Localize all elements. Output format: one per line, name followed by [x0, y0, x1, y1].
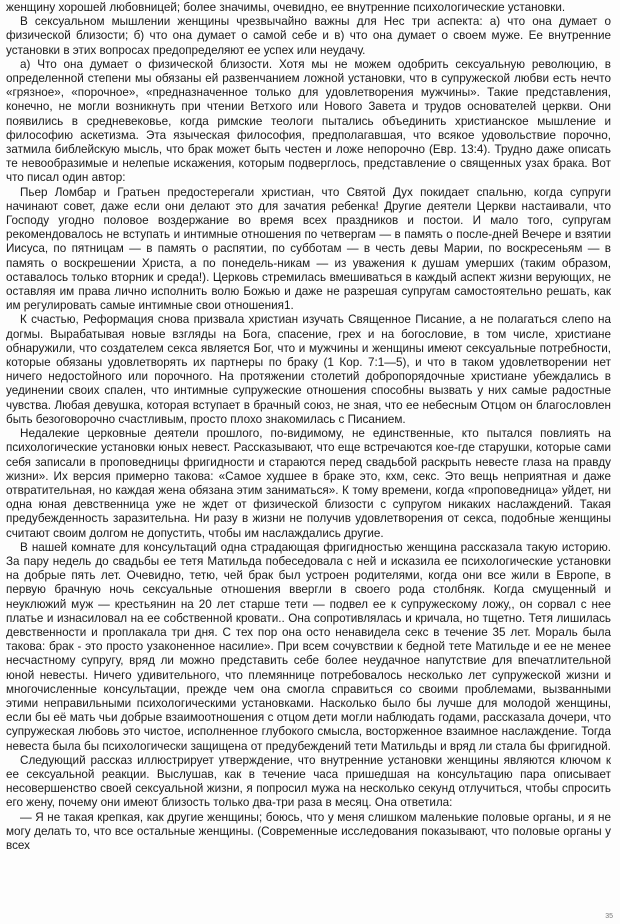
paragraph: К счастью, Реформация снова призвала христиан изучать Священное Писание, а не полагаться слепо на догмы. Вырабатывая новые взгляды на Бога, спасение, грех и на богословие, в том числе, христиане обнаружили, что создателем секса является Бог, что и мужчины и женщины имеют сексуальные потребности, которые обязаны удовлетворять их партнеры по браку (1 Кор. 7:1—5), и что в таком удовлетворении нет ничего недостойного или порочного. На протяжении столетий добропорядочные христиане убеждались в уединении своих спален, что интимные супружеские отношения способны вызвать у них самые радостные чувства. Любая девушка, которая вступает в брачный союз, не зная, что ее небесным Отцом он благословлен быть безоговорочно счастливым, просто плохо знакомилась с Писанием.	[6, 313, 611, 426]
paragraph: — Я не такая крепкая, как другие женщины; боюсь, что у меня слишком маленькие половые органы, и я не могу делать то, что все остальные женщины. (Современные исследования показывают, что половые органы у всех	[6, 810, 611, 852]
paragraph: В нашей комнате для консультаций одна страдающая фригидностью женщина рассказала такую историю. За пару недель до свадьбы ее тетя Матильда побеседовала с ней и исказила ее психологические установки на добрые пять лет. Очевидно, тетю, чей брак был устроен родителями, когда они все жили в Европе, в первую брачную ночь сексуальные отношения ввергли в своего рода столбняк. Когда смущенный и неуклюжий муж — крестьянин на 20 лет старше тети — подвел ее к супружескому ложу,, он сорвал с нее платье и изнасиловал на ее собственной кровати.. Она сопротивлялась и кричала, но тщетно. Тетя лишилась девственности и проплакала три дня. С тех пор она осто ненавидела секс в течение 35 лет. Мораль была такова: брак - это просто узаконенное насилие». При всем сочувствии к бедной тете Матильде и ее не менее несчастному супругу, вряд ли можно представить себе более неудачное напутствие для впечатлительной юной невесты. Ничего удивительного, что племяннице потребовалось несколько лет супружеской жизни и многочисленные консультации, прежде чем она смогла справиться со своими проблемами, вызванными этими неправильными психологическими установками. Насколько было бы лучше для молодой женщины, если бы её мать чьи добрые взаимоотношения с отцом дети могли наблюдать годами, рассказала дочери, что супружеская любовь это чистое, исполненное глубокого смысла, восторженное взаимное наслаждение. Тогда невеста была бы психологически защищена от предубеждений тети Матильды и вряд ли стала бы фригидной.	[6, 540, 611, 753]
paragraph: В сексуальном мышлении женщины чрезвычайно важны для Нес три аспекта: а) что она думает о физической близости; б) что она думает о самой себе и в) что она думает о своем муже. Ее внутренние установки в этих вопросах предопределяют ее успех или неудачу.	[6, 15, 611, 57]
page-number: 35	[605, 913, 613, 920]
paragraph: женщину хорошей любовницей; более значимы, очевидно, ее внутренние психологические установки.	[6, 1, 566, 14]
paragraph: Недалекие церковные деятели прошлого, по-видимому, не единственные, кто пытался повлиять на психологические установки юных невест. Рассказывают, что еще встречаются кое-где старушки, которые сами себя записали в проповедницы фригидности и стараются перед свадьбой раскрыть невесте глаза на правду жизни». Их версия примерно такова: «Самое худшее в браке это, кхм, секс. Это вещь неприятная и даже отвратительная, но каждая жена обязана этим заниматься». К тому времени, когда «проповедница» уйдет, ни одна юная девственница уже не ждет от физической близости с супругом никаких наслаждений. Такая предубежденность заразительна. Ни разу в жизни не получив удовлетворения от секса, подобные женщины считают своим долгом не допустить, чтобы им наслаждались другие.	[6, 427, 611, 540]
quoted-paragraph: Пьер Ломбар и Гратьен предостерегали христиан, что Святой Дух покидает спальню, когда супруги начинают совет, даже если они делают это для зачатия ребенка! Другие деятели Церкви настаивали, что Господу угодно половое воздержание во время всех праздников и постои. И мало того, супругам рекомендовалось не вступать и интимные отношения по четвергам — в память о после-дней Вечере и взятии Иисуса, по пятницам — в память о распятии, по субботам — в честь девы Марии, по воскресеньям — в память о воскрешении Христа, а по понедель-никам — из уважения к душам умерших (таким образом, оставалось только вторник и среда!). Церковь стремилась вмешиваться в каждый аспект жизни верующих, не оставляя им права лично исполнить волю Божью и даже не разрешая супругам самостоятельно решать, как им регулировать самые интимные свои отношения1.	[6, 185, 611, 313]
paragraph: а) Что она думает о физической близости. Хотя мы не можем одобрить сексуальную революцию, в определенной степени мы обязаны ей развенчанием ложной установки, что в супружеской любви есть нечто «грязное», «порочное», «предназначенное только для удовлетворения мужчины». Такие представления, конечно, не могли возникнуть при чтении Ветхого или Нового Завета и трудов основателей церкви. Они появились в средневековье, когда римские теологи пытались объединить христианское мышление и философию аскетизма. Эта языческая философия, предполагавшая, что всякое удовольствие порочно, затмила библейскую мысль, что брак может быть честен и ложе непорочно (Евр. 13:4). Трудно даже описать те невообразимые и нелепые искажения, которым подверглось, представление о священных узах брака. Вот что писал один автор:	[6, 57, 611, 185]
paragraph: Следующий рассказ иллюстрирует утверждение, что внутренние установки женщины являются ключом к ее сексуальной реакции. Выслушав, как в течение часа пришедшая на консультацию пара описывает несовершенство своей сексуальной жизни, я попросил мужа на несколько секунд отлучиться, чтобы спросить его жену, почему они имеют близость только два-три раза в месяц. Она ответила:	[6, 753, 611, 810]
